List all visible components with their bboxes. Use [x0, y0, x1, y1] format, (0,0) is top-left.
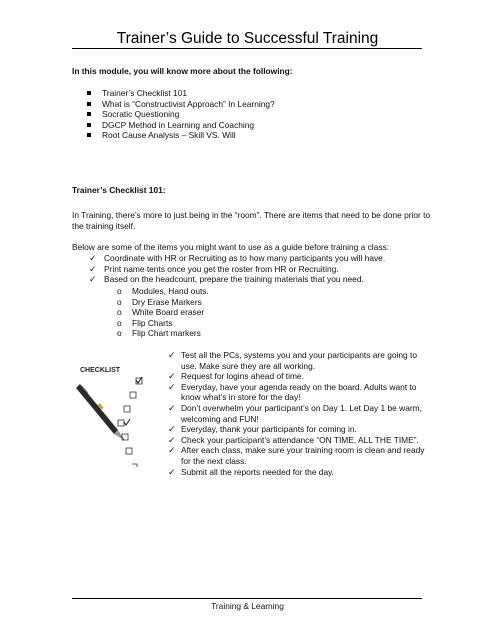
- footer-rule: [72, 598, 422, 599]
- checkmark-icon: ✓: [168, 445, 176, 456]
- list-item: ✓ Based on the headcount, prepare the training materials that you need.: [89, 274, 364, 285]
- square-bullet-icon: [87, 123, 91, 127]
- checkmark-icon: ✓: [168, 466, 176, 477]
- list-item: What is “Constructivist Approach” In Learning?: [87, 99, 275, 110]
- square-bullet-icon: [87, 102, 91, 106]
- list-item: o Dry Erase Markers: [117, 296, 202, 307]
- prep-checklist: [89, 253, 385, 285]
- intro-list: [87, 88, 275, 141]
- materials-list: [117, 286, 209, 339]
- list-item: ✓ Print name tents once you get the roster from HR or Recruiting.: [89, 263, 339, 274]
- checklist-label: CHECKLIST: [80, 367, 121, 374]
- checkmark-icon: ✓: [168, 424, 176, 435]
- circle-bullet-icon: o: [117, 296, 122, 307]
- circle-bullet-icon: o: [117, 286, 122, 296]
- list-item: ✓ Submit all the reports needed for the day.: [168, 466, 335, 477]
- list-item: ✓ Test all the PCs, systems you and your participants are going to use. Make sure they are all working.: [168, 350, 418, 371]
- checkmark-icon: ✓: [89, 253, 97, 263]
- list-item: o White Board eraser: [117, 307, 205, 318]
- checkmark-icon: ✓: [89, 263, 97, 274]
- list-item: Root Cause Analysis – Skill VS. Will: [87, 130, 275, 141]
- circle-bullet-icon: o: [117, 307, 122, 318]
- circle-bullet-icon: o: [117, 328, 122, 339]
- list-item: ✓ Everyday, thank your participants for coming in.: [168, 424, 357, 435]
- list-item: ✓ Don’t overwhelm your participant’s on Day 1. Let Day 1 be warm, welcoming and FUN!: [168, 402, 422, 424]
- checkmark-icon: ✓: [168, 434, 176, 445]
- list-item: ✓ After each class, make sure your training room is clean and ready for the next class.: [168, 445, 425, 466]
- list-item: ✓ Request for logins ahead of time.: [168, 371, 304, 382]
- page-footer: Training & Learning: [211, 601, 284, 611]
- checkmark-icon: ✓: [168, 350, 176, 360]
- square-bullet-icon: [87, 133, 91, 137]
- checkmark-icon: ✓: [89, 274, 97, 285]
- square-bullet-icon: [87, 91, 91, 95]
- list-item: o Flip Chart markers: [117, 328, 201, 339]
- list-item: o Modules, Hand outs.: [117, 286, 209, 296]
- list-item: DGCP Method in Learning and Coaching: [87, 120, 275, 131]
- square-bullet-icon: [87, 112, 91, 116]
- daily-checklist: [168, 350, 424, 477]
- circle-bullet-icon: o: [117, 317, 122, 328]
- checklist-pen-illustration: [74, 356, 164, 476]
- paragraph: Below are some of the items you might want to use as a guide before training a class:: [72, 242, 390, 252]
- list-item: o Flip Charts: [117, 317, 173, 328]
- list-item: ✓ Check your participant’s attendance “ON TIME, ALL THE TIME”.: [168, 434, 419, 445]
- checkmark-icon: ✓: [168, 381, 176, 392]
- list-item: ✓ Everyday, have your agenda ready on the board. Adults want to know what’s in store for the day!: [168, 381, 417, 403]
- intro-heading: In this module, you will know more about the following:: [72, 66, 293, 76]
- paragraph-line: In Training, there’s more to just being in the “room”. There are items that need to be done prior to: [72, 210, 431, 220]
- page-title: Trainer’s Guide to Successful Training: [116, 30, 379, 47]
- section-heading: Trainer’s Checklist 101:: [72, 185, 166, 195]
- list-item: ✓ Coordinate with HR or Recruiting as to how many participants you will have.: [89, 253, 386, 263]
- list-item: Socratic Questioning: [87, 109, 275, 120]
- list-item: Trainer’s Checklist 101: [87, 88, 275, 99]
- checkmark-icon: ✓: [168, 371, 176, 382]
- header-rule: [72, 48, 422, 49]
- paragraph-line: the training itself.: [72, 221, 136, 231]
- checkmark-icon: ✓: [168, 402, 176, 413]
